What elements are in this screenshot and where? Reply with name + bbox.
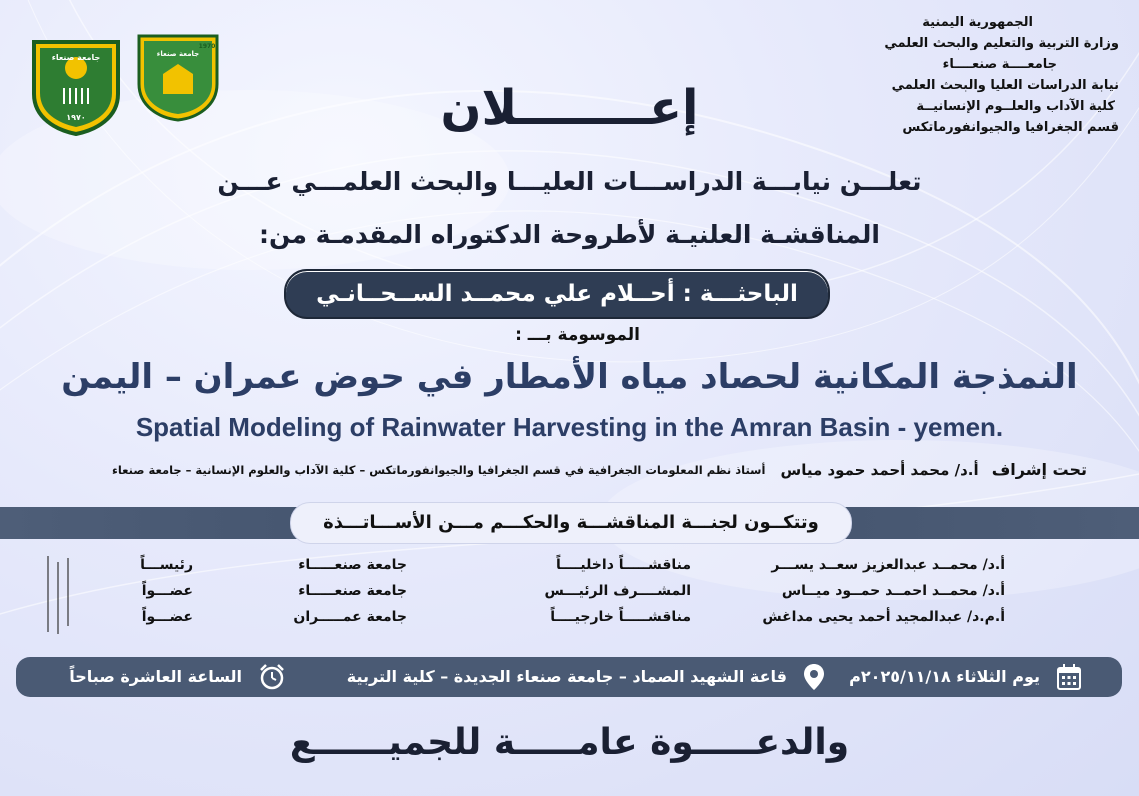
committee-row xyxy=(0,609,1139,631)
announcement-line-2: المناقشـة العلنيـة لأطروحة الدكتوراه المقدمـة من: xyxy=(258,220,880,249)
member-name: أ.د/ محمــد عبدالعزيز سعــد يســـر xyxy=(771,557,1005,573)
thesis-title-arabic: النمذجة المكانية لحصاد مياه الأمطار في حوض عمران – اليمن xyxy=(61,357,1078,397)
supervisor-detail: أستاذ نظم المعلومات الجغرافية في قسم الجغرافيا والجيوانفورماتكس – كلية الآداب والعلوم الإنسانية – جامعة صنعاء xyxy=(111,462,766,477)
researcher-name-banner: الباحثـــة : أحــلام علي محمــد الســحــانـي xyxy=(284,269,830,319)
logo-faculty-name: جامعة صنعاء xyxy=(156,50,200,58)
supervision-line xyxy=(27,459,1087,489)
member-position: عضـــواً xyxy=(141,609,193,625)
invitation-footer: والدعـــــوة عامـــــة للجميــــــع xyxy=(289,722,850,763)
event-date: يوم الثلاثاء ٢٠٢٥/١١/١٨م xyxy=(849,667,1040,686)
committee-row xyxy=(0,583,1139,605)
header-line-republic: الجمهورية اليمنية xyxy=(922,15,1033,30)
member-name: أ.م.د/ عبدالمجيد أحمد يحيى مداغش xyxy=(762,609,1005,625)
calendar-icon xyxy=(1056,663,1082,691)
logo-faculty-year: 1970 xyxy=(198,43,216,50)
header-line-ministry: وزارة التربية والتعليم والبحث العلمي xyxy=(884,36,1119,51)
member-role: المشــــرف الرئيـــس xyxy=(544,583,691,599)
member-role: مناقشـــــاً داخليــــاً xyxy=(555,557,691,573)
supervision-label: تحت إشراف xyxy=(991,460,1087,479)
header-line-university: جامعــــة صنعــــاء xyxy=(942,57,1057,72)
location-pin-icon xyxy=(802,662,826,692)
header-line-faculty: كلية الآداب والعلــوم الإنسانيــة xyxy=(916,99,1115,114)
member-name: أ.د/ محمــد احمــد حمــود ميــاس xyxy=(781,583,1005,599)
side-stamp-decoration xyxy=(8,552,78,638)
titled-label: الموسومة بـــ : xyxy=(515,325,640,345)
event-details-bar xyxy=(16,657,1122,697)
member-university: جامعة عمـــــران xyxy=(293,609,407,625)
member-university: جامعة صنعـــــاء xyxy=(298,557,407,573)
member-role: مناقشـــــاً خارجيــــاً xyxy=(550,609,691,625)
event-location: قاعة الشهيد الصماد – جامعة صنعاء الجديدة – كلية التربية xyxy=(346,667,787,686)
member-university: جامعة صنعـــــاء xyxy=(298,583,407,599)
committee-row xyxy=(0,557,1139,579)
header-line-graduate-studies: نيابة الدراسات العليا والبحث العلمي xyxy=(891,78,1119,93)
header-line-department: قسم الجغرافيا والجيوانفورماتكس xyxy=(902,120,1119,135)
supervisor-name: أ.د/ محمد أحمد حمود مياس xyxy=(780,460,979,479)
member-position: عضـــواً xyxy=(141,583,193,599)
logo-univ-year: ١٩٧٠ xyxy=(66,113,86,122)
logo-univ-name: جامعة صنعاء xyxy=(51,53,101,62)
member-position: رئيســـاً xyxy=(140,557,193,573)
committee-heading: وتتكــون لجنـــة المناقشـــة والحكـــم مـــن الأســـاتـــذة xyxy=(290,502,852,544)
announcement-line-1: تعلـــن نيابـــة الدراســـات العليـــا والبحث العلمـــي عـــن xyxy=(217,167,922,196)
event-time: الساعة العاشرة صباحاً xyxy=(69,667,242,686)
alarm-clock-icon xyxy=(258,663,286,691)
thesis-title-english: Spatial Modeling of Rainwater Harvesting in the Amran Basin - yemen. xyxy=(135,412,1004,442)
announcement-title: إعــــــــلان xyxy=(440,80,699,136)
